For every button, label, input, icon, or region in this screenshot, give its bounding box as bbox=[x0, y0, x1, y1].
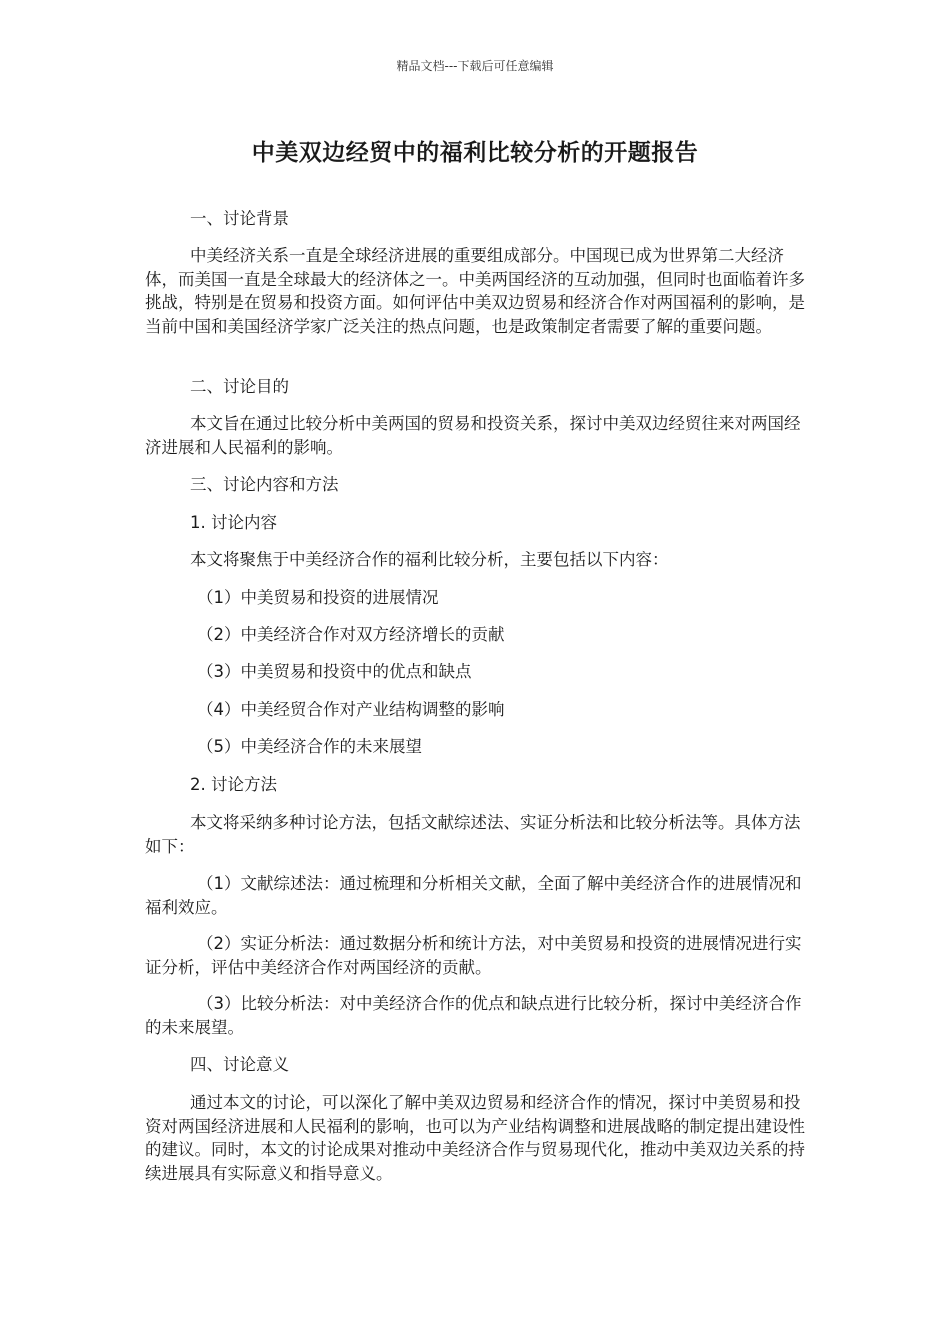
section-2-heading: 二、讨论目的 bbox=[190, 377, 289, 396]
method-item: （2）实证分析法：通过数据分析和统计方法，对中美贸易和投资的进展情况进行实证分析，评估中美经济合作对两国经济的贡献。 bbox=[145, 934, 802, 977]
document-title: 中美双边经贸中的福利比较分析的开题报告 bbox=[251, 140, 699, 166]
page-header: 精品文档---下载后可任意编辑 bbox=[396, 59, 554, 73]
section-2-paragraph: 本文旨在通过比较分析中美两国的贸易和投资关系，探讨中美双边经贸往来对两国经济进展和人民福利的影响。 bbox=[145, 414, 801, 457]
section-1-paragraph: 中美经济关系一直是全球经济进展的重要组成部分。中国现已成为世界第二大经济体，而美国一直是全球最大的经济体之一。中美两国经济的互动加强，但同时也面临着许多挑战，特别是在贸易和投资方面。如何评估中美双边贸易和经济合作对两国福利的影响，是当前中国和美国经济学家广泛关注的热点问题，也是政策制定者需要了解的重要问题。 bbox=[145, 246, 805, 336]
section-1-heading: 一、讨论背景 bbox=[190, 209, 289, 228]
section-3-heading: 三、讨论内容和方法 bbox=[190, 475, 339, 494]
subsection-method-heading: 2. 讨论方法 bbox=[190, 775, 277, 794]
content-intro: 本文将聚焦于中美经济合作的福利比较分析，主要包括以下内容： bbox=[190, 550, 669, 569]
method-intro: 本文将采纳多种讨论方法，包括文献综述法、实证分析法和比较分析法等。具体方法如下： bbox=[145, 813, 801, 856]
list-item: （5）中美经济合作的未来展望 bbox=[197, 737, 422, 756]
subsection-content-heading: 1. 讨论内容 bbox=[190, 513, 277, 532]
list-item: （1）中美贸易和投资的进展情况 bbox=[197, 588, 439, 607]
method-item: （3）比较分析法：对中美经济合作的优点和缺点进行比较分析，探讨中美经济合作的未来展望。 bbox=[145, 994, 802, 1037]
list-item: （2）中美经济合作对双方经济增长的贡献 bbox=[197, 625, 505, 644]
section-4-heading: 四、讨论意义 bbox=[190, 1055, 289, 1074]
list-item: （3）中美贸易和投资中的优点和缺点 bbox=[197, 662, 472, 681]
method-item: （1）文献综述法：通过梳理和分析相关文献，全面了解中美经济合作的进展情况和福利效应。 bbox=[145, 874, 802, 917]
list-item: （4）中美经贸合作对产业结构调整的影响 bbox=[197, 700, 505, 719]
section-4-paragraph: 通过本文的讨论，可以深化了解中美双边贸易和经济合作的情况，探讨中美贸易和投资对两国经济进展和人民福利的影响，也可以为产业结构调整和进展战略的制定提出建设性的建议。同时，本文的讨论成果对推动中美经济合作与贸易现代化，推动中美双边关系的持续进展具有实际意义和指导意义。 bbox=[145, 1093, 805, 1183]
